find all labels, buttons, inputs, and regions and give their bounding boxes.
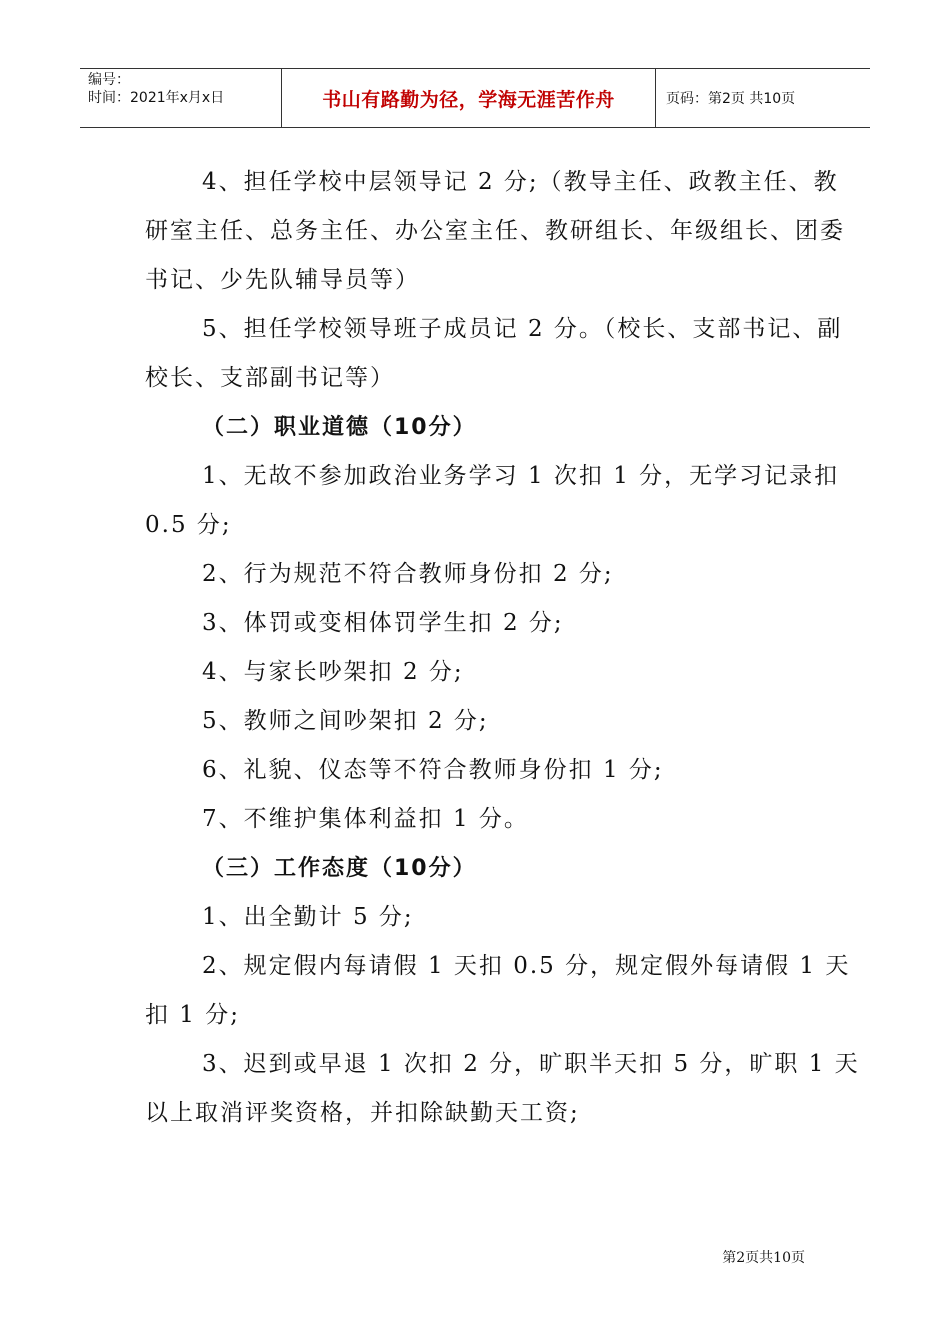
paragraph-line: 2、行为规范不符合教师身份扣 2 分;: [202, 561, 614, 587]
paragraph-line: 6、礼貌、仪态等不符合教师身份扣 1 分;: [202, 757, 664, 783]
paragraph-line: 4、担任学校中层领导记 2 分;（教导主任、政教主任、教: [202, 169, 839, 195]
paragraph-line: 3、体罚或变相体罚学生扣 2 分;: [202, 610, 564, 636]
page-footer: 第2页共10页: [722, 1250, 805, 1266]
paragraph-line: 1、无故不参加政治业务学习 1 次扣 1 分，无学习记录扣: [202, 463, 840, 489]
paragraph-line: 4、与家长吵架扣 2 分;: [202, 659, 464, 685]
paragraph-line: 1、出全勤计 5 分;: [202, 904, 414, 930]
time-label: 时间：2021年x月x日: [88, 90, 225, 106]
header-motto: 书山有路勤为径，学海无涯苦作舟: [282, 69, 656, 127]
document-header: [80, 68, 870, 128]
header-meta-cell: [80, 69, 282, 127]
section-heading: （二）职业道德（10分）: [202, 415, 477, 440]
paragraph-line: 0.5 分;: [145, 512, 232, 538]
paragraph-line: 书记、少先队辅导员等）: [145, 267, 420, 293]
paragraph-line: 5、担任学校领导班子成员记 2 分。（校长、支部书记、副: [202, 316, 843, 342]
paragraph-line: 2、规定假内每请假 1 天扣 0.5 分，规定假外每请假 1 天: [202, 953, 851, 979]
paragraph-line: 3、迟到或早退 1 次扣 2 分，旷职半天扣 5 分，旷职 1 天: [202, 1051, 860, 1077]
paragraph-line: 5、教师之间吵架扣 2 分;: [202, 708, 489, 734]
document-body: [145, 158, 860, 1138]
number-label: 编号：: [88, 72, 130, 88]
paragraph-line: 扣 1 分;: [145, 1002, 241, 1028]
paragraph-line: 7、不维护集体利益扣 1 分。: [202, 806, 529, 832]
paragraph-line: 研室主任、总务主任、办公室主任、教研组长、年级组长、团委: [145, 218, 845, 244]
paragraph-line: 校长、支部副书记等）: [145, 365, 395, 391]
header-page-label: 页码：第2页 共10页: [666, 91, 796, 107]
paragraph-line: 以上取消评奖资格，并扣除缺勤天工资;: [145, 1100, 580, 1126]
section-heading: （三）工作态度（10分）: [202, 856, 477, 881]
